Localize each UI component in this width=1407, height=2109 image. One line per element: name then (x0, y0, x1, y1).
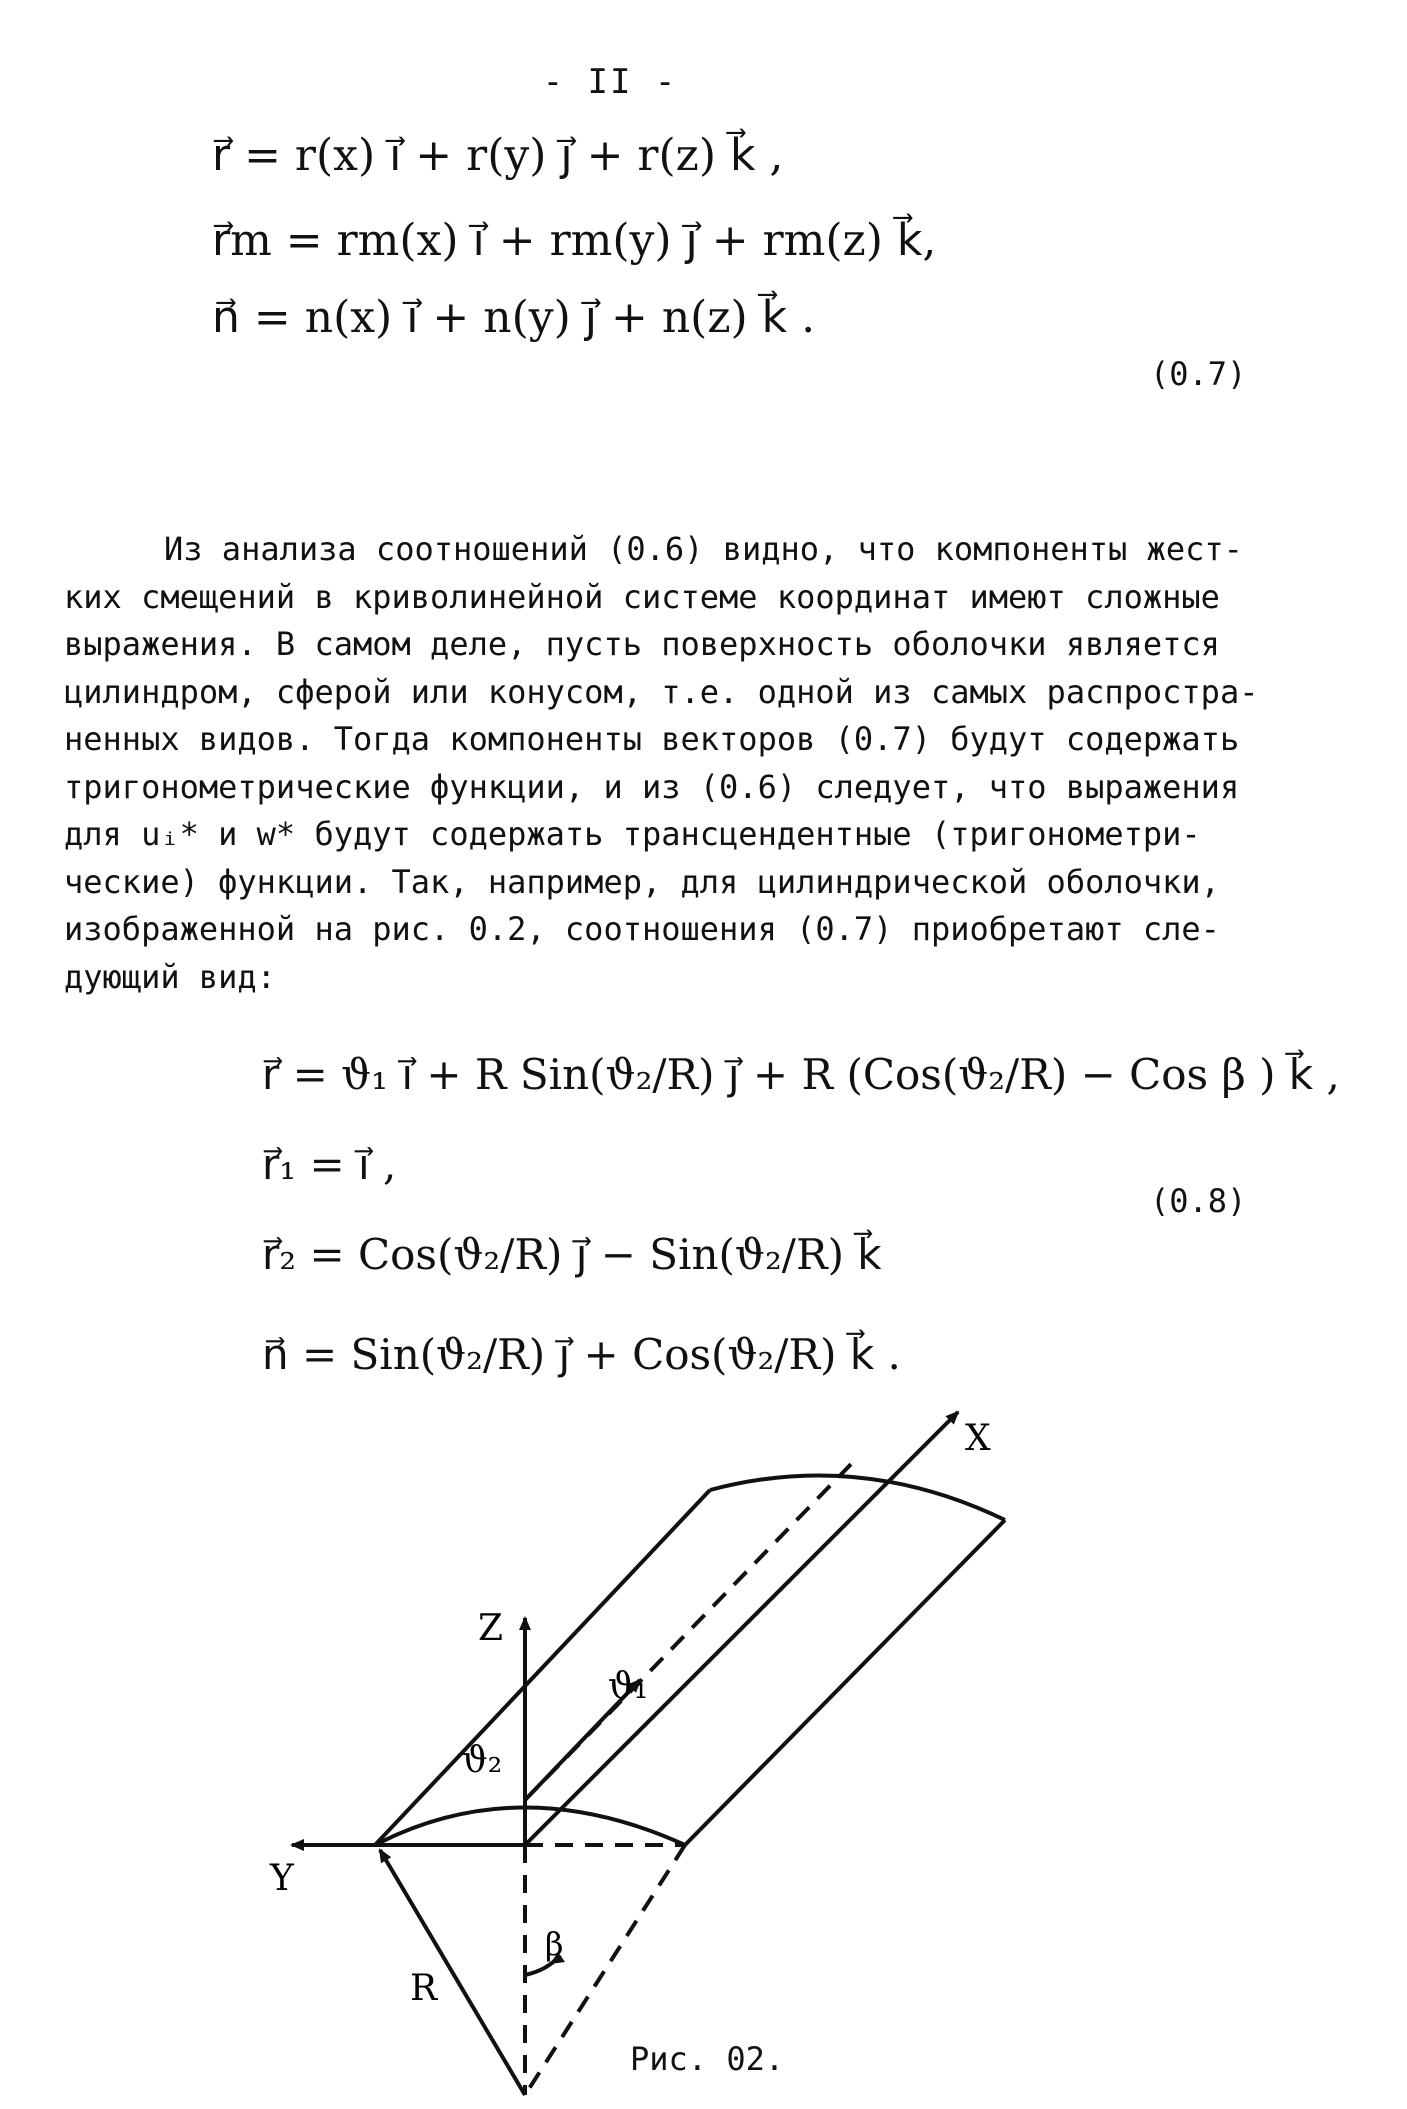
paragraph-line: ческие) функции. Так, например, для цилиндрической оболочки, (64, 862, 1220, 901)
paragraph-line: тригонометрические функции, и из (0.6) следует, что выражения (64, 767, 1240, 806)
x-axis-label: X (965, 1418, 991, 1459)
shell-left-edge (375, 1490, 710, 1845)
equation-07-line-2: r⃗m = rm(x) i⃗ + rm(y) j⃗ + rm(z) k⃗, (212, 215, 937, 266)
equation-08-line-2: r⃗₁ = i⃗ , (262, 1140, 397, 1189)
beta-label: β (545, 1925, 564, 1963)
paragraph-line: ких смещений в криволинейной системе координат имеют сложные (64, 577, 1220, 616)
equation-08-label: (0.8) (1150, 1182, 1247, 1220)
paragraph-line: цилиндром, сферой или конусом, т.е. одной из самых распростра- (64, 672, 1259, 711)
radius-label: R (410, 1968, 438, 2009)
shell-right-edge (685, 1520, 1005, 1845)
figure-caption: Рис. 02. (630, 2040, 785, 2078)
equation-08-line-4: n⃗ = Sin(ϑ₂/R) j⃗ + Cos(ϑ₂/R) k⃗ . (262, 1330, 901, 1379)
theta1-label: ϑ₁ (608, 1666, 649, 1707)
equation-08-line-1: r⃗ = ϑ₁ i⃗ + R Sin(ϑ₂/R) j⃗ + R (Cos(ϑ₂/R) − Cos β ) k⃗ , (262, 1050, 1340, 1099)
equation-07-line-1: r⃗ = r(x) i⃗ + r(y) j⃗ + r(z) k⃗ , (212, 130, 784, 181)
z-axis-label: Z (478, 1608, 504, 1649)
equation-08-line-3: r⃗₂ = Cos(ϑ₂/R) j⃗ − Sin(ϑ₂/R) k⃗ (262, 1230, 882, 1279)
page-number: - II - (542, 62, 678, 102)
radius-arrow (380, 1850, 525, 2095)
equation-07-label: (0.7) (1150, 355, 1247, 393)
x-axis (525, 1412, 958, 1845)
paragraph-line: ненных видов. Тогда компоненты векторов (0.7) будут содержать (64, 720, 1240, 758)
paragraph-line: для uᵢ* и w* будут содержать трансцендентные (тригонометри- (64, 815, 1201, 853)
equation-07-line-3: n⃗ = n(x) i⃗ + n(y) j⃗ + n(z) k⃗ . (212, 292, 816, 343)
paragraph-line: выражения. В самом деле, пусть поверхность оболочки является (64, 625, 1220, 663)
paragraph-line: изображенной на рис. 0.2, соотношения (0.7) приобретают сле- (64, 910, 1220, 948)
y-axis-label: Y (270, 1858, 294, 1899)
theta2-label: ϑ₂ (462, 1740, 503, 1781)
paragraph-line: Из анализа соотношений (0.6) видно, что компоненты жест- (164, 530, 1243, 568)
paragraph-line: дующий вид: (64, 957, 276, 996)
